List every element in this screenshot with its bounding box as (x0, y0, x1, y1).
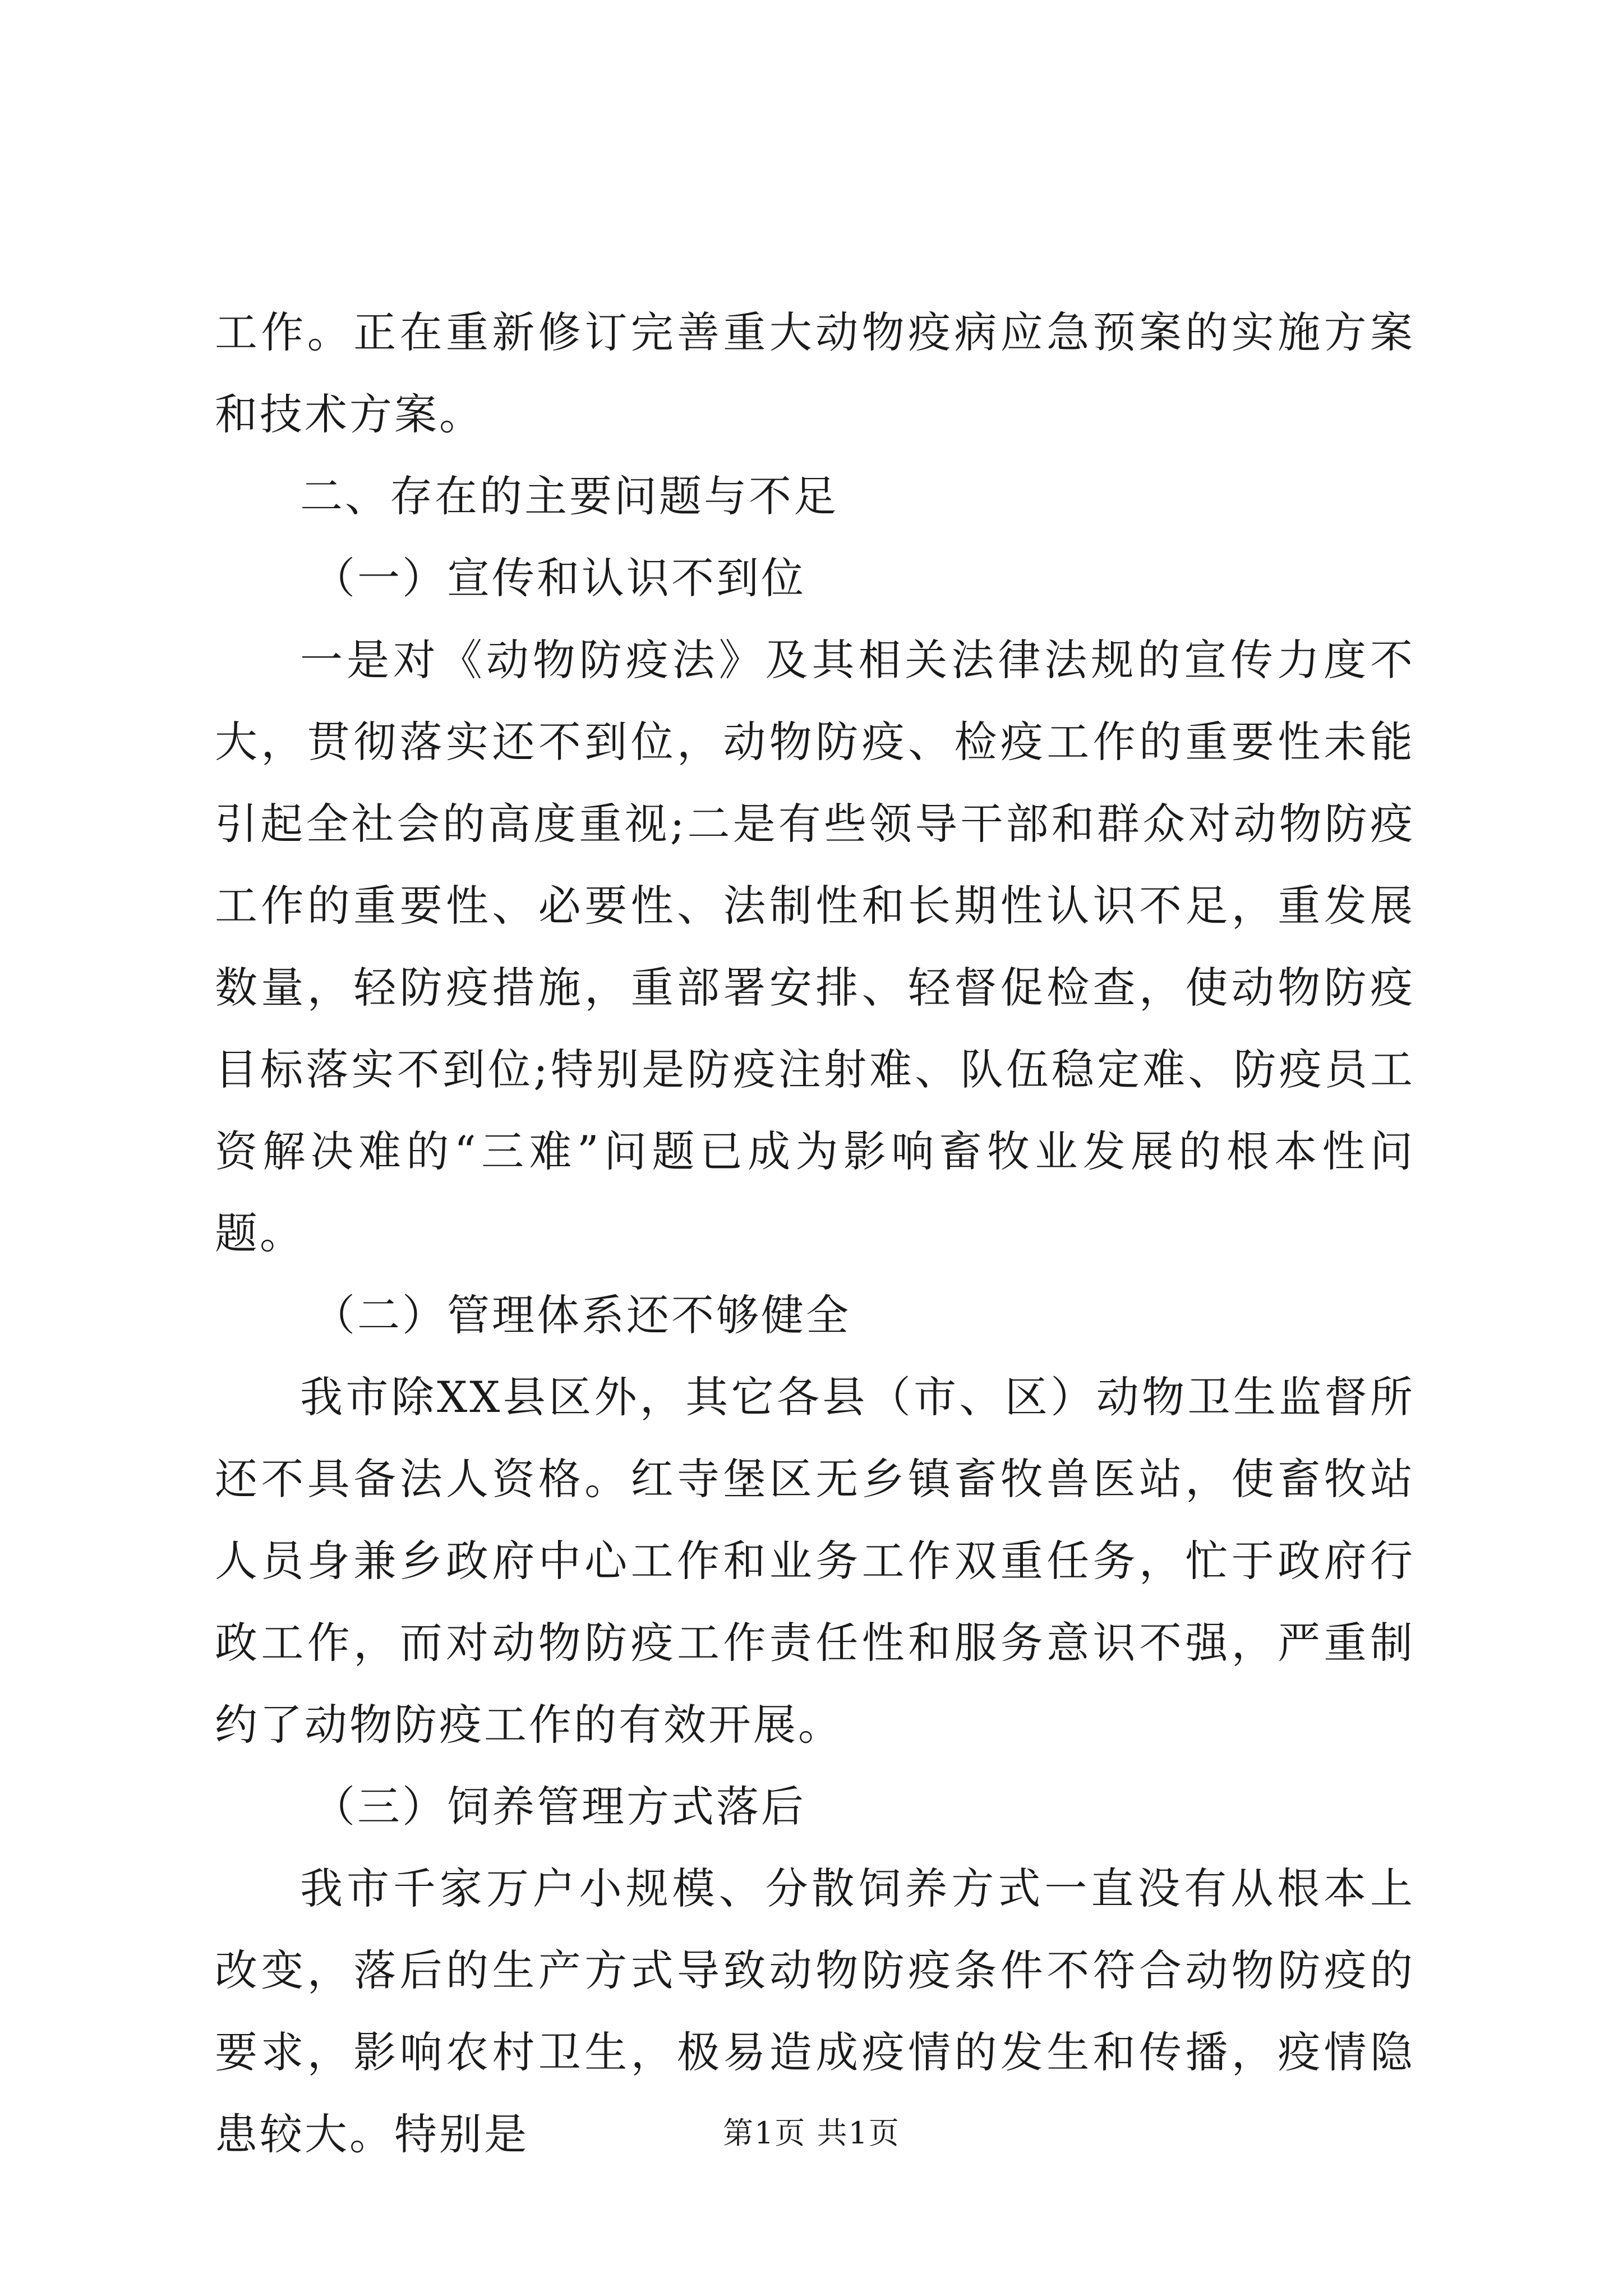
section-heading: 二、存在的主要问题与不足 (300, 471, 838, 521)
paragraph-continuation: 工作。正在重新修订完善重大动物疫病应急预案的实施方案和技术方案。 (215, 307, 1415, 439)
subheading-publicity: （一）宣传和认识不到位 (312, 553, 806, 603)
document-body (215, 292, 1415, 2175)
subheading-management: （二）管理体系还不够健全 (312, 1290, 851, 1340)
paragraph-publicity: 一是对《动物防疫法》及其相关法律法规的宣传力度不大，贯彻落实还不到位，动物防疫、检疫工作的重要性未能引起全社会的高度重视;二是有些领导干部和群众对动物防疫工作的重要性、必要性、法制性和长期性认识不足，重发展数量，轻防疫措施，重部署安排、轻督促检查，使动物防疫目标落实不到位;特别是防疫注射难、队伍稳定难、防疫员工资解决难的“三难”问题已成为影响畜牧业发展的根本性问题。 (215, 635, 1415, 1258)
subheading-breeding: （三）饲养管理方式落后 (312, 1782, 806, 1832)
paragraph-breeding: 我市千家万户小规模、分散饲养方式一直没有从根本上改变，落后的生产方式导致动物防疫条件不符合动物防疫的要求，影响农村卫生，极易造成疫情的发生和传播，疫情隐患较大。特别是 (215, 1864, 1415, 2159)
page-footer: 第1页 共1页 (723, 2115, 900, 2151)
paragraph-management: 我市除XX县区外，其它各县（市、区）动物卫生监督所还不具备法人资格。红寺堡区无乡镇畜牧兽医站，使畜牧站人员身兼乡政府中心工作和业务工作双重任务，忙于政府行政工作，而对动物防疫工作责任性和服务意识不强，严重制约了动物防疫工作的有效开展。 (215, 1372, 1415, 1750)
